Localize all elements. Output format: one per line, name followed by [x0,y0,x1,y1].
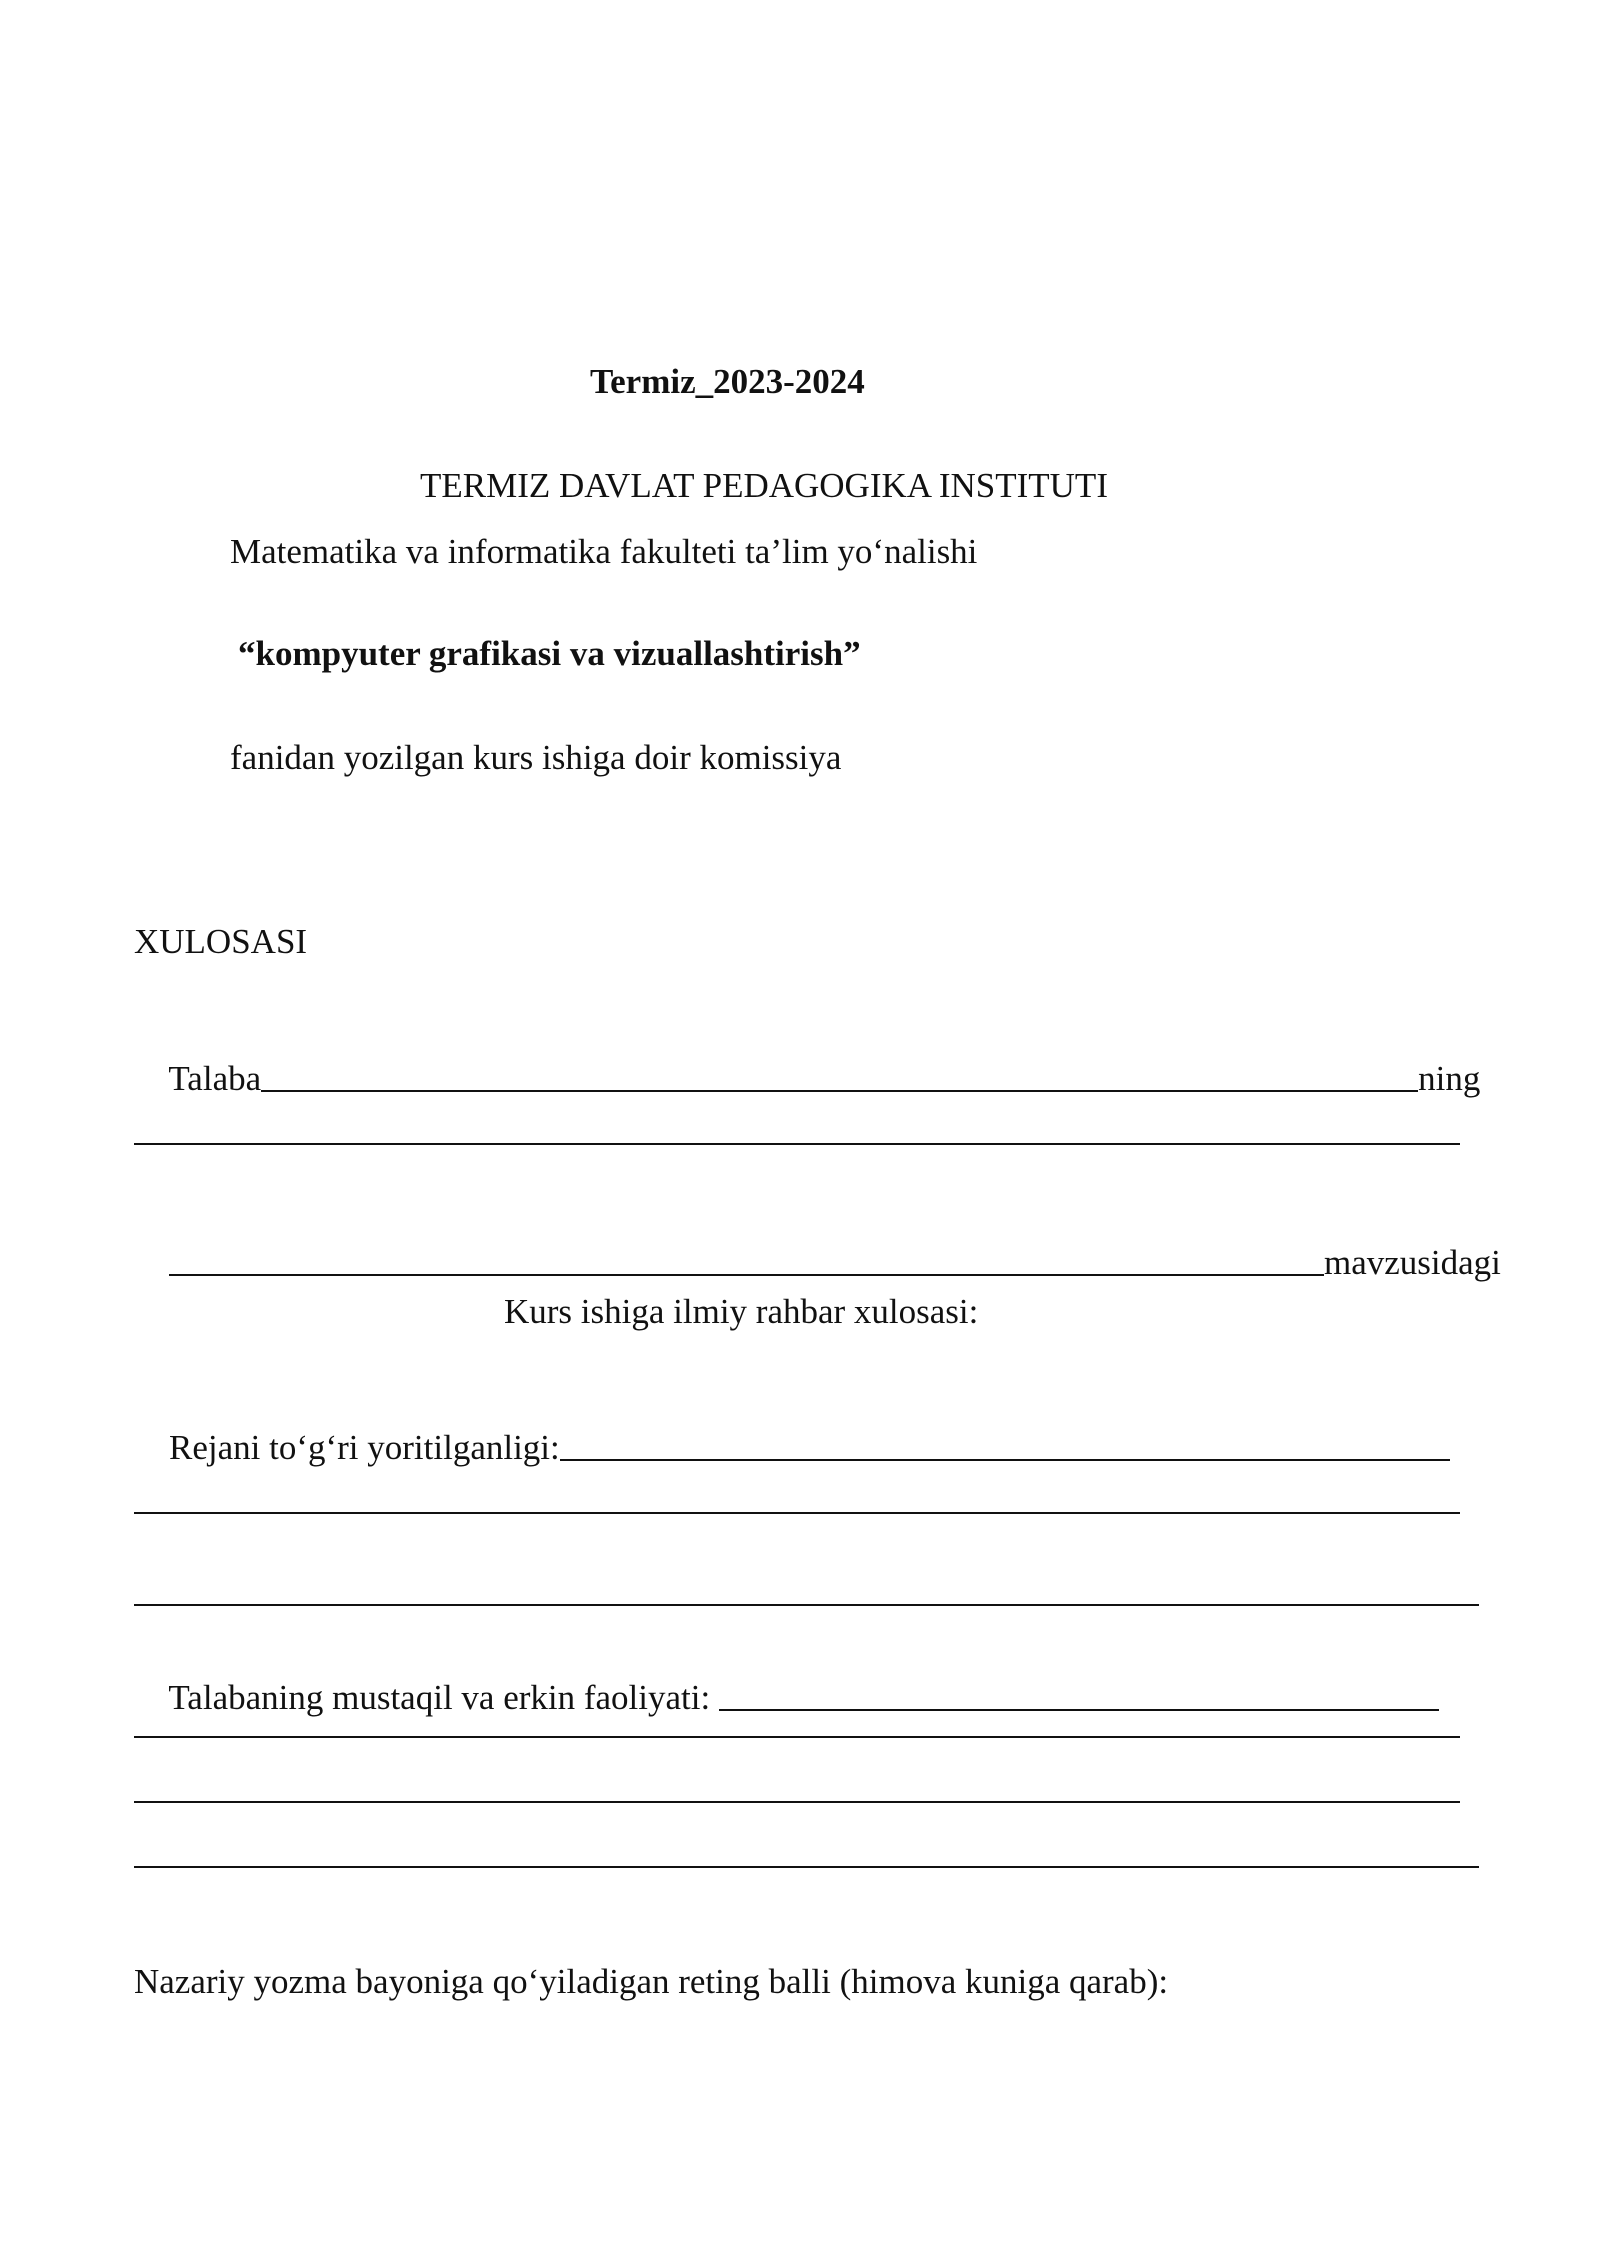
activity-blank-4[interactable] [134,1866,1479,1868]
activity-blank[interactable] [719,1709,1439,1711]
activity-blank-2[interactable] [134,1736,1460,1738]
student-line [134,1013,1480,1145]
student-label: Talaba [168,1059,262,1098]
plan-blank-3[interactable] [134,1604,1479,1606]
activity-line [134,1632,1439,1764]
plan-line [134,1382,1450,1514]
rating-line: Nazariy yozma bayoniga qo‘yiladigan reting balli (himova kuniga qarab): [134,1962,1169,2001]
institution-name: TERMIZ DAVLAT PEDAGOGIKA INSTITUTI [420,466,1108,505]
plan-blank-2[interactable] [134,1512,1460,1514]
subject-title: “kompyuter grafikasi va vizuallashtirish” [238,634,861,673]
faculty-line: Matematika va informatika fakulteti ta’lim yo‘nalishi [230,532,978,571]
student-name-blank[interactable] [261,1090,1418,1092]
place-year: Termiz_2023-2024 [590,362,865,401]
topic-suffix: mavzusidagi [1324,1243,1501,1282]
purpose-line: fanidan yozilgan kurs ishiga doir komissiya [230,738,842,777]
plan-label: Rejani to‘g‘ri yoritilganligi: [169,1428,560,1467]
topic-blank-2[interactable] [169,1274,1324,1276]
supervisor-heading: Kurs ishiga ilmiy rahbar xulosasi: [504,1292,979,1331]
plan-blank[interactable] [560,1459,1450,1461]
student-suffix: ning [1418,1059,1481,1098]
activity-blank-3[interactable] [134,1801,1460,1803]
activity-label: Talabaning mustaqil va erkin faoliyati: [168,1678,719,1717]
form-title: XULOSASI [134,922,308,961]
topic-blank-1[interactable] [134,1143,1460,1145]
